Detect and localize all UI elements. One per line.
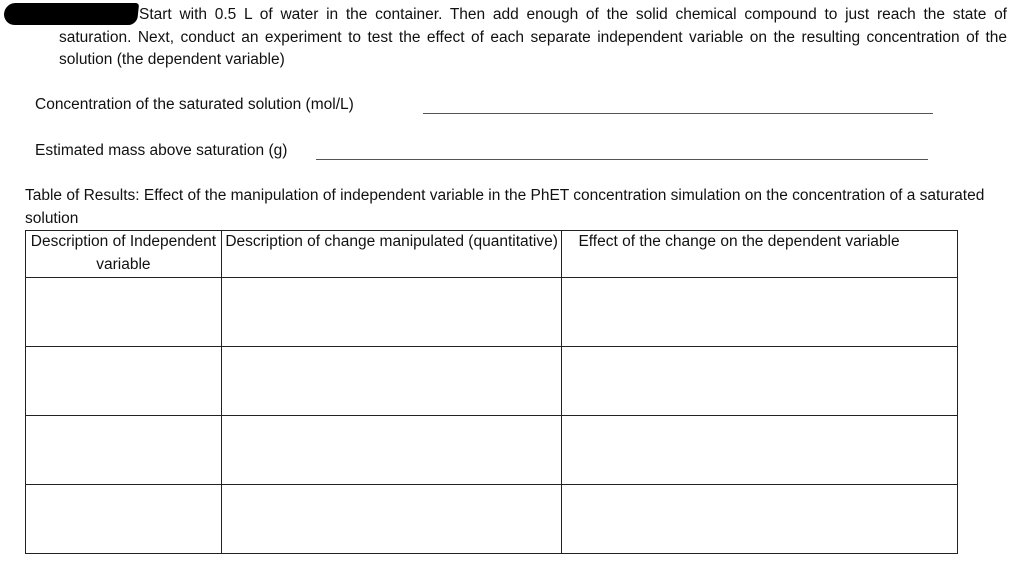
table-header-row: [26, 231, 958, 278]
table-cell[interactable]: [221, 485, 562, 554]
table-caption: Table of Results: Effect of the manipulation of independent variable in the PhET concentration simulation on the concentration of a saturated solution: [25, 187, 985, 227]
table-cell[interactable]: [562, 416, 958, 485]
table-cell[interactable]: [562, 278, 958, 347]
table-cell[interactable]: [26, 347, 222, 416]
results-table: [25, 230, 958, 554]
table-cell[interactable]: [221, 416, 562, 485]
table-cell[interactable]: [221, 278, 562, 347]
table-cell[interactable]: [562, 485, 958, 554]
table-cell[interactable]: [26, 416, 222, 485]
table-row: [26, 416, 958, 485]
table-cell[interactable]: [221, 347, 562, 416]
instructions-paragraph: Start with 0.5 L of water in the container. Then add enough of the solid chemical compound to just reach the state of saturation. Next, conduct an experiment to test the effect of each separate independent variable on the resulting concentration of the solution (the dependent variable): [59, 6, 1007, 68]
table-cell[interactable]: [26, 485, 222, 554]
mass-answer-line[interactable]: [316, 159, 928, 160]
concentration-answer-line[interactable]: [423, 113, 933, 114]
table-row: [26, 485, 958, 554]
header-change-manipulated: Description of change manipulated (quantitative): [221, 231, 562, 278]
table-row: [26, 278, 958, 347]
table-cell[interactable]: [562, 347, 958, 416]
header-effect: Effect of the change on the dependent variable: [562, 231, 958, 278]
mass-label: Estimated mass above saturation (g): [35, 142, 288, 159]
concentration-label: Concentration of the saturated solution (mol/L): [35, 96, 354, 113]
table-cell[interactable]: [26, 278, 222, 347]
table-row: [26, 347, 958, 416]
header-independent-variable: Description of Independent variable: [26, 231, 222, 278]
